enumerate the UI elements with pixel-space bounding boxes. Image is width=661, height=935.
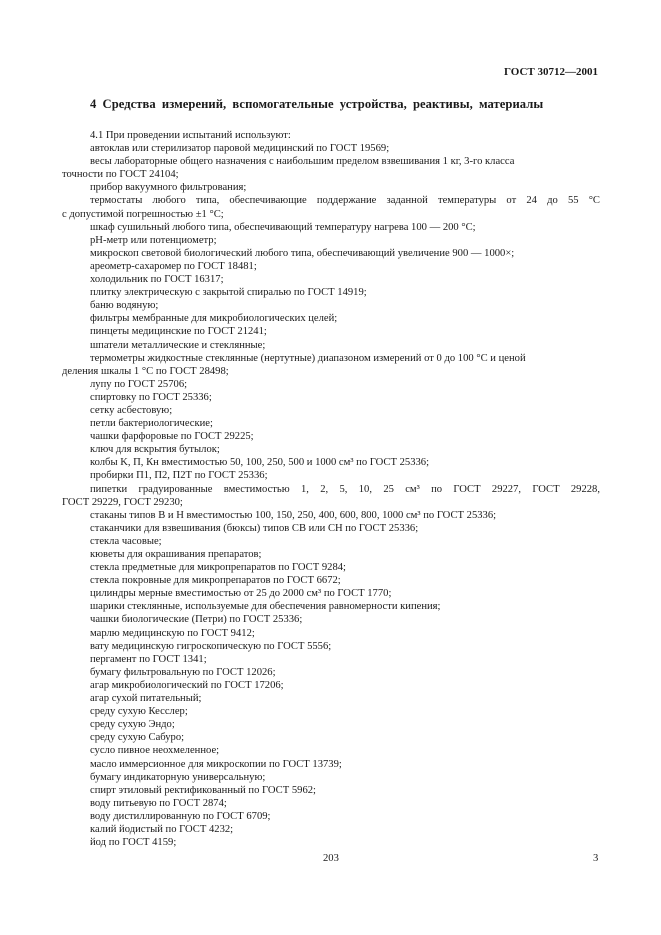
text-line: весы лабораторные общего назначения с наибольшим пределом взвешивания 1 кг, 3-го класса [90,156,515,168]
text-line: пергамент по ГОСТ 1341; [90,653,207,665]
text-line: среду сухую Кесслер; [90,706,188,718]
text-line: стаканчики для взвешивания (бюксы) типов СВ или СН по ГОСТ 25336; [90,522,419,534]
text-line: микроскоп световой биологический любого типа, обеспечивающий увеличение 900 — 1000×; [90,247,515,259]
text-line: петли бактериологические; [90,418,213,430]
text-line: среду сухую Эндо; [90,719,175,731]
text-line: воду питьевую по ГОСТ 2874; [90,797,227,809]
text-line: воду дистиллированную по ГОСТ 6709; [90,810,271,822]
text-line: спиртовку по ГОСТ 25336; [90,391,212,403]
text-line: стекла часовые; [90,535,162,547]
text-line: сетку асбестовую; [90,404,173,416]
text-line: шарики стеклянные, используемые для обеспечения равномерности кипения; [90,601,441,613]
text-line: точности по ГОСТ 24104; [62,169,179,181]
text-line: автоклав или стерилизатор паровой медицинский по ГОСТ 19569; [90,143,390,155]
text-line: чашки фарфоровые по ГОСТ 29225; [90,431,254,443]
text-line: пинцеты медицинские по ГОСТ 21241; [90,326,267,338]
document-header: ГОСТ 30712—2001 [504,66,598,78]
text-line: йод по ГОСТ 4159; [90,837,177,849]
text-line: агар микробиологический по ГОСТ 17206; [90,679,284,691]
text-line: с допустимой погрешностью ±1 °С; [62,208,224,220]
text-line: плитку электрическую с закрытой спиралью по ГОСТ 14919; [90,287,367,299]
text-line: 4.1 При проведении испытаний используют: [90,130,291,141]
text-line: сусло пивное неохмеленное; [90,745,220,757]
text-line: пробирки П1, П2, П2Т по ГОСТ 25336; [90,470,268,482]
text-line: среду сухую Сабуро; [90,732,185,744]
text-line: калий йодистый по ГОСТ 4232; [90,823,234,835]
text-line: цилиндры мерные вместимостью от 25 до 2000 см³ по ГОСТ 1770; [90,588,392,600]
text-line: холодильник по ГОСТ 16317; [90,274,224,286]
text-line: рН-метр или потенциометр; [90,234,217,246]
text-line: шпатели металлические и стеклянные; [90,339,266,351]
text-line: масло иммерсионное для микроскопии по ГОСТ 13739; [90,758,342,770]
text-line: вату медицинскую гигроскопическую по ГОСТ 5556; [90,640,332,652]
text-line: марлю медицинскую по ГОСТ 9412; [90,627,255,639]
text-line: лупу по ГОСТ 25706; [90,378,188,390]
text-line: ГОСТ 29229, ГОСТ 29230; [62,496,183,508]
text-line: колбы K, П, Кн вместимостью 50, 100, 250, 500 и 1000 см³ по ГОСТ 25336; [90,457,430,469]
text-line: пипетки градуированные вместимостью 1, 2, 5, 10, 25 см³ по ГОСТ 29227, ГОСТ 29228, [90,483,600,495]
page-number: 203 [323,853,339,864]
text-line: термостаты любого типа, обеспечивающие поддержание заданной температуры от 24 до 55 °С [90,195,600,207]
text-line: бумагу индикаторную универсальную; [90,771,266,783]
text-line: агар сухой питательный; [90,693,202,705]
text-line: стекла покровные для микропрепаратов по ГОСТ 6672; [90,575,341,587]
text-line: баню водяную; [90,300,159,312]
document-body [62,129,600,849]
text-line: фильтры мембранные для микробиологических целей; [90,313,338,325]
text-line: кюветы для окрашивания препаратов; [90,549,262,560]
text-line: прибор вакуумного фильтрования; [90,182,247,194]
text-line: чашки биологические (Петри) по ГОСТ 25336; [90,614,303,626]
text-line: спирт этиловый ректификованный по ГОСТ 5962; [90,784,316,796]
text-line: бумагу фильтровальную по ГОСТ 12026; [90,666,276,678]
text-line: шкаф сушильный любого типа, обеспечивающий температуру нагрева 100 — 200 °С; [90,221,476,233]
text-line: термометры жидкостные стеклянные (нертутные) диапазоном измерений от 0 до 100 °С и ценой [90,352,526,364]
text-line: деления шкалы 1 °С по ГОСТ 28498; [62,365,229,377]
text-line: стаканы типов В и Н вместимостью 100, 150, 250, 400, 600, 800, 1000 см³ по ГОСТ 25336; [90,509,497,521]
section-title: 4 Средства измерений, вспомогательные устройства, реактивы, материалы [90,97,544,111]
text-line: ключ для вскрытия бутылок; [90,444,220,456]
sheet-number: 3 [593,853,599,864]
text-line: стекла предметные для микропрепаратов по ГОСТ 9284; [90,562,346,574]
text-line: ареометр-сахаромер по ГОСТ 18481; [90,260,257,272]
